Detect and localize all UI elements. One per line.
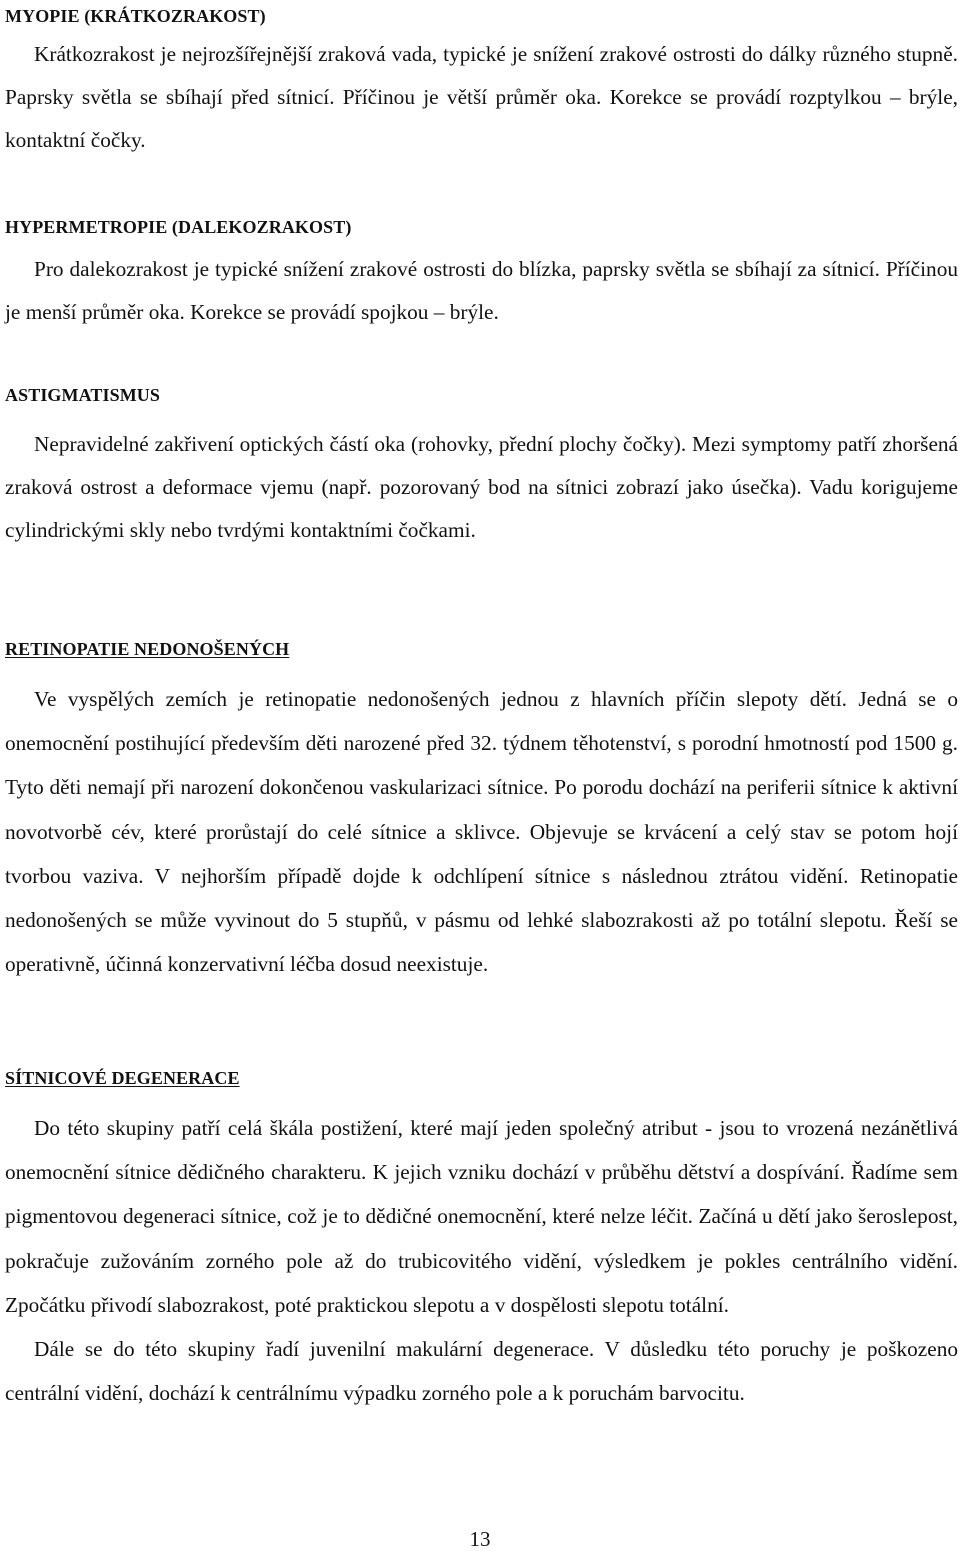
paragraph-myopie: Krátkozrakost je nejrozšířejnější zraková vada, typické je snížení zrakové ostrosti do dálky různého stupně. Paprsky světla se sbíhají před sítnicí. Příčinou je větší průměr oka. Korekce se provádí rozptylkou – brýle, kontaktní čočky.	[5, 42, 958, 152]
section-degenerace	[5, 1067, 958, 1415]
heading-myopie: MYOPIE (KRÁTKOZRAKOST)	[5, 6, 266, 26]
section-myopie	[5, 5, 958, 162]
section-retinopatie	[5, 638, 958, 986]
page-number: 13	[469, 1527, 491, 1551]
heading-hypermetropie: HYPERMETROPIE (DALEKOZRAKOST)	[5, 217, 352, 237]
paragraph-astigmatismus: Nepravidelné zakřivení optických částí oka (rohovky, přední plochy čočky). Mezi symptomy patří zhoršená zraková ostrost a deformace vjemu (např. pozorovaný bod na sítnici zobrazí jako úsečka). Vadu korigujeme cylindrickými skly nebo tvrdými kontaktními čočkami.	[5, 432, 958, 542]
heading-retinopatie: RETINOPATIE NEDONOŠENÝCH	[5, 639, 290, 659]
paragraph-degenerace-1: Do této skupiny patří celá škála postižení, které mají jeden společný atribut - jsou to vrozená nezánětlivá onemocnění sítnice dědičného charakteru. K jejich vzniku dochází v průběhu dětství a dospívání. Řadíme sem pigmentovou degeneraci sítnice, což je to dědičné onemocnění, které nelze léčit. Začíná u dětí jako šeroslepost, pokračuje zužováním zorného pole až do trubicovitého vidění, výsledkem je pokles centrálního vidění. Zpočátku přivodí slabozrakost, poté praktickou slepotu a v dospělosti slepotu totální.	[5, 1116, 958, 1317]
paragraph-degenerace-2: Dále se do této skupiny řadí juvenilní makulární degenerace. V důsledku této poruchy je poškozeno centrální vidění, dochází k centrálnímu výpadku zorného pole a k poruchám barvocitu.	[5, 1337, 958, 1406]
heading-astigmatismus: ASTIGMATISMUS	[5, 385, 160, 405]
paragraph-hypermetropie: Pro dalekozrakost je typické snížení zrakové ostrosti do blízka, paprsky světla se sbíhají za sítnicí. Příčinou je menší průměr oka. Korekce se provádí spojkou – brýle.	[5, 257, 958, 324]
heading-degenerace: SÍTNICOVÉ DEGENERACE	[5, 1068, 240, 1088]
section-hypermetropie	[5, 216, 958, 334]
section-astigmatismus	[5, 384, 958, 552]
paragraph-retinopatie: Ve vyspělých zemích je retinopatie nedonošených jednou z hlavních příčin slepoty dětí. Jedná se o onemocnění postihující především děti narozené před 32. týdnem těhotenství, s porodní hmotností pod 1500 g. Tyto děti nemají při narození dokončenou vaskularizaci sítnice. Po porodu dochází na periferii sítnice k aktivní novotvorbě cév, které prorůstají do celé sítnice a sklivce. Objevuje se krvácení a celý stav se potom hojí tvorbou vaziva. V nejhorším případě dojde k odchlípení sítnice s následnou ztrátou vidění. Retinopatie nedonošených se může vyvinout do 5 stupňů, v pásmu od lehké slabozrakosti až po totální slepotu. Řeší se operativně, účinná konzervativní léčba dosud neexistuje.	[5, 687, 958, 977]
